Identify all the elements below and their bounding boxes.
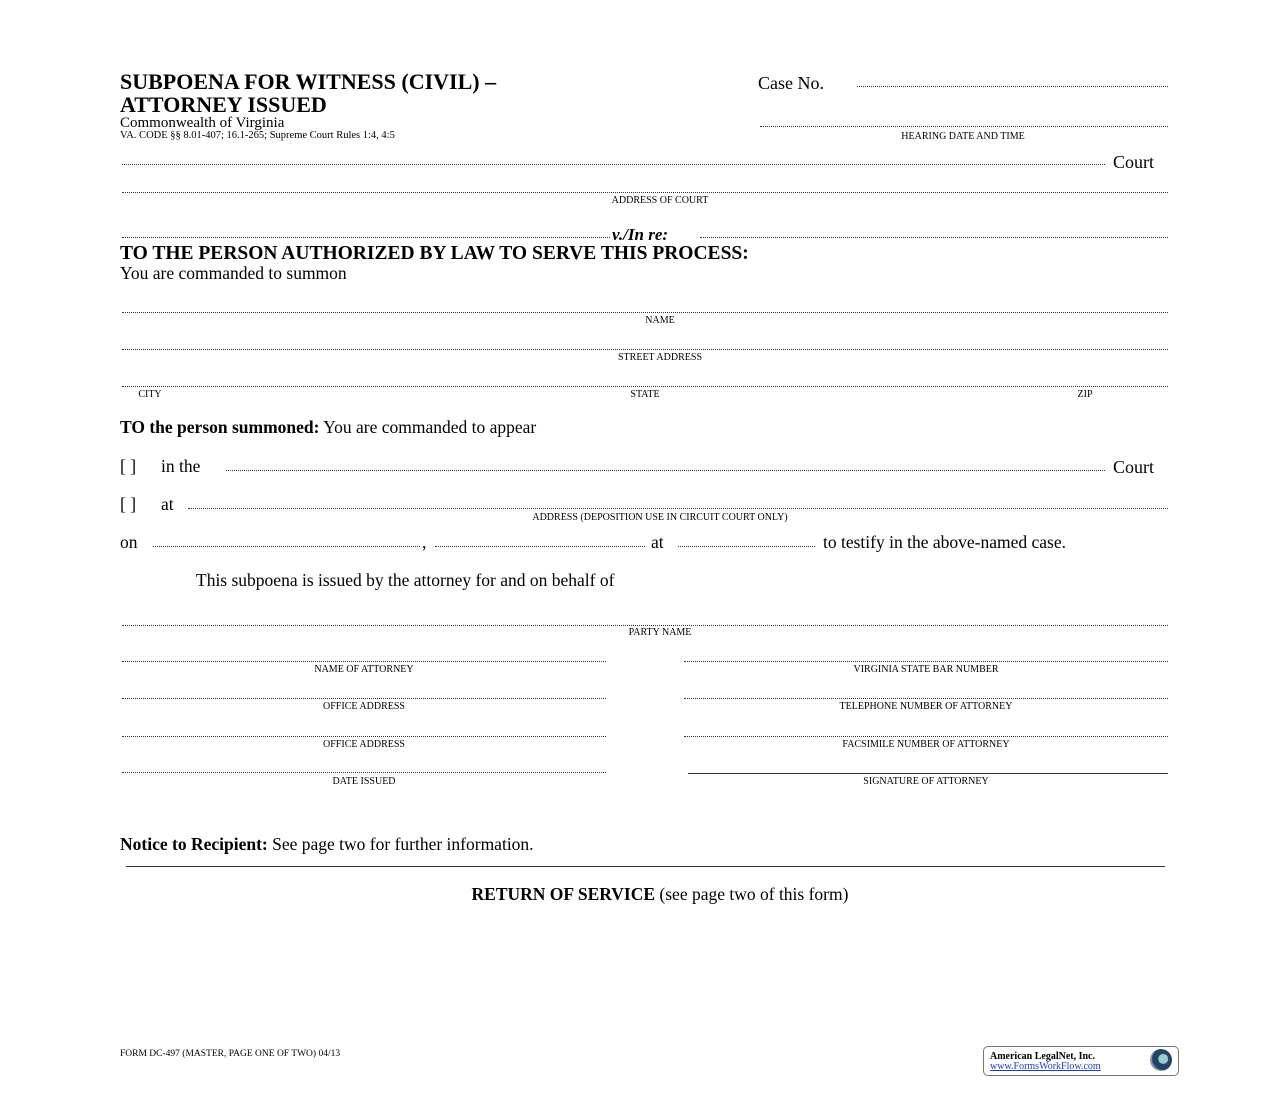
testify-text: to testify in the above-named case.: [823, 532, 1066, 552]
telephone-field[interactable]: [684, 698, 1168, 699]
return-of-service: [472, 886, 849, 904]
notice-text: See page two for further information.: [272, 834, 534, 854]
office-address-field-1[interactable]: [122, 698, 606, 699]
city-label: CITY: [138, 389, 162, 400]
return-bold: RETURN OF SERVICE: [471, 884, 656, 904]
publisher-logo: [983, 1046, 1179, 1076]
office-address-label-1: OFFICE ADDRESS: [323, 701, 405, 712]
street-address-label: STREET ADDRESS: [618, 352, 702, 363]
deposition-address-label: ADDRESS (DEPOSITION USE IN CIRCUIT COURT ONLY): [532, 512, 788, 523]
notice-line: [120, 836, 534, 854]
hearing-date-field[interactable]: [760, 126, 1168, 127]
appear-year-field[interactable]: [435, 546, 645, 547]
notice-bold: Notice to Recipient:: [120, 834, 268, 854]
appear-date-field[interactable]: [153, 546, 420, 547]
summon-text: You are commanded to summon: [120, 263, 347, 283]
on-label: on: [120, 532, 138, 552]
date-issued-label: DATE ISSUED: [332, 776, 396, 787]
telephone-label: TELEPHONE NUMBER OF ATTORNEY: [839, 701, 1013, 712]
appear-court-label: Court: [1113, 457, 1155, 477]
appear-line: [120, 419, 536, 437]
address-checkbox[interactable]: [ ]: [120, 494, 137, 514]
hearing-date-label: HEARING DATE AND TIME: [901, 131, 1025, 142]
versus-label: v./In re:: [612, 225, 669, 244]
court-address-field[interactable]: [122, 192, 1168, 193]
date-issued-field[interactable]: [122, 772, 606, 773]
court-label: Court: [1113, 152, 1155, 172]
attorney-name-label: NAME OF ATTORNEY: [314, 664, 414, 675]
appear-bold: TO the person summoned:: [120, 417, 320, 437]
publisher-name: American LegalNet, Inc.: [990, 1051, 1095, 1062]
defendant-field[interactable]: [700, 237, 1168, 238]
witness-name-field[interactable]: [122, 312, 1168, 313]
in-the-label: in the: [161, 456, 201, 476]
case-no-field[interactable]: [857, 86, 1168, 87]
appear-text: You are commanded to appear: [323, 417, 537, 437]
signature-label: SIGNATURE OF ATTORNEY: [863, 776, 989, 787]
bar-number-label: VIRGINIA STATE BAR NUMBER: [853, 664, 999, 675]
appear-time-field[interactable]: [678, 546, 815, 547]
jurisdiction: Commonwealth of Virginia: [120, 115, 285, 131]
deposition-address-field[interactable]: [188, 508, 1168, 509]
zip-label: ZIP: [1077, 389, 1093, 400]
plaintiff-field[interactable]: [122, 237, 610, 238]
form-title-line2: ATTORNEY ISSUED: [120, 92, 327, 117]
at-label: at: [161, 494, 174, 514]
court-checkbox[interactable]: [ ]: [120, 456, 137, 476]
globe-icon: [1150, 1049, 1172, 1071]
office-address-field-2[interactable]: [122, 736, 606, 737]
publisher-url[interactable]: www.FormsWorkFlow.com: [990, 1061, 1101, 1072]
facsimile-field[interactable]: [684, 736, 1168, 737]
court-address-label: ADDRESS OF COURT: [611, 195, 709, 206]
facsimile-label: FACSIMILE NUMBER OF ATTORNEY: [842, 739, 1010, 750]
court-name-field[interactable]: [122, 164, 1105, 165]
bar-number-field[interactable]: [684, 661, 1168, 662]
at-time-label: at: [651, 532, 664, 552]
form-number: FORM DC-497 (MASTER, PAGE ONE OF TWO) 04/13: [120, 1049, 341, 1059]
issued-text: This subpoena is issued by the attorney for and on behalf of: [196, 570, 615, 590]
case-no-label: Case No.: [758, 73, 824, 93]
comma: ,: [422, 532, 427, 552]
city-state-zip-field[interactable]: [122, 386, 1168, 387]
office-address-label-2: OFFICE ADDRESS: [323, 739, 405, 750]
summon-heading: TO THE PERSON AUTHORIZED BY LAW TO SERVE THIS PROCESS:: [120, 243, 749, 264]
form-title-line1: SUBPOENA FOR WITNESS (CIVIL) –: [120, 69, 497, 94]
appear-court-field[interactable]: [226, 470, 1105, 471]
party-name-label: PARTY NAME: [628, 627, 692, 638]
state-label: STATE: [630, 389, 660, 400]
divider: [126, 866, 1165, 867]
attorney-name-field[interactable]: [122, 661, 606, 662]
party-name-field[interactable]: [122, 625, 1168, 626]
street-address-field[interactable]: [122, 349, 1168, 350]
signature-field[interactable]: [688, 773, 1168, 774]
return-text: (see page two of this form): [659, 884, 849, 904]
name-label: NAME: [645, 315, 675, 326]
code-reference: VA. CODE §§ 8.01-407; 16.1-265; Supreme Court Rules 1:4, 4:5: [120, 130, 395, 141]
